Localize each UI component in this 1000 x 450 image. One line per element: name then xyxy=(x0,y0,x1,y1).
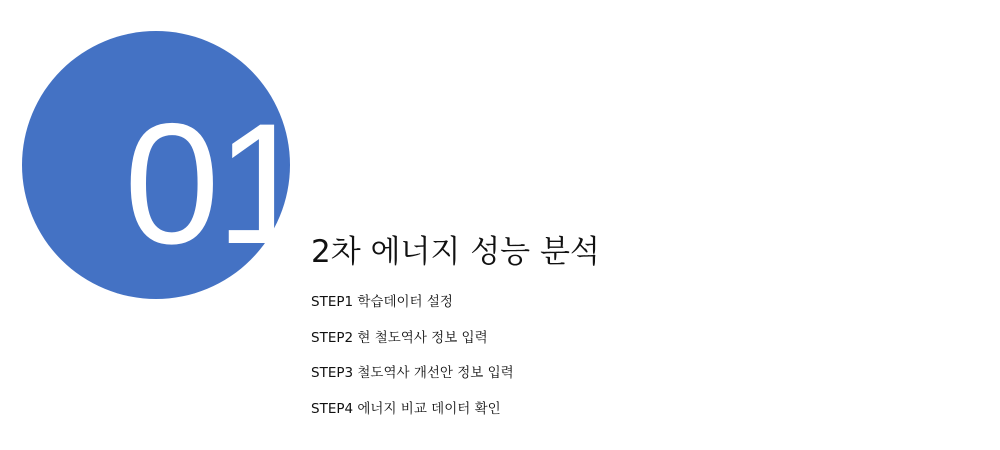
step-item-1: STEP1 학습데이터 설정 xyxy=(311,294,453,310)
section-title: 2차 에너지 성능 분석 xyxy=(311,234,600,270)
step-item-3: STEP3 철도역사 개선안 정보 입력 xyxy=(311,365,514,381)
section-number: 01 xyxy=(124,88,308,280)
step-list xyxy=(311,293,514,435)
step-item-4: STEP4 에너지 비교 데이터 확인 xyxy=(311,400,501,417)
step-item-2: STEP2 현 철도역사 정보 입력 xyxy=(311,329,488,346)
